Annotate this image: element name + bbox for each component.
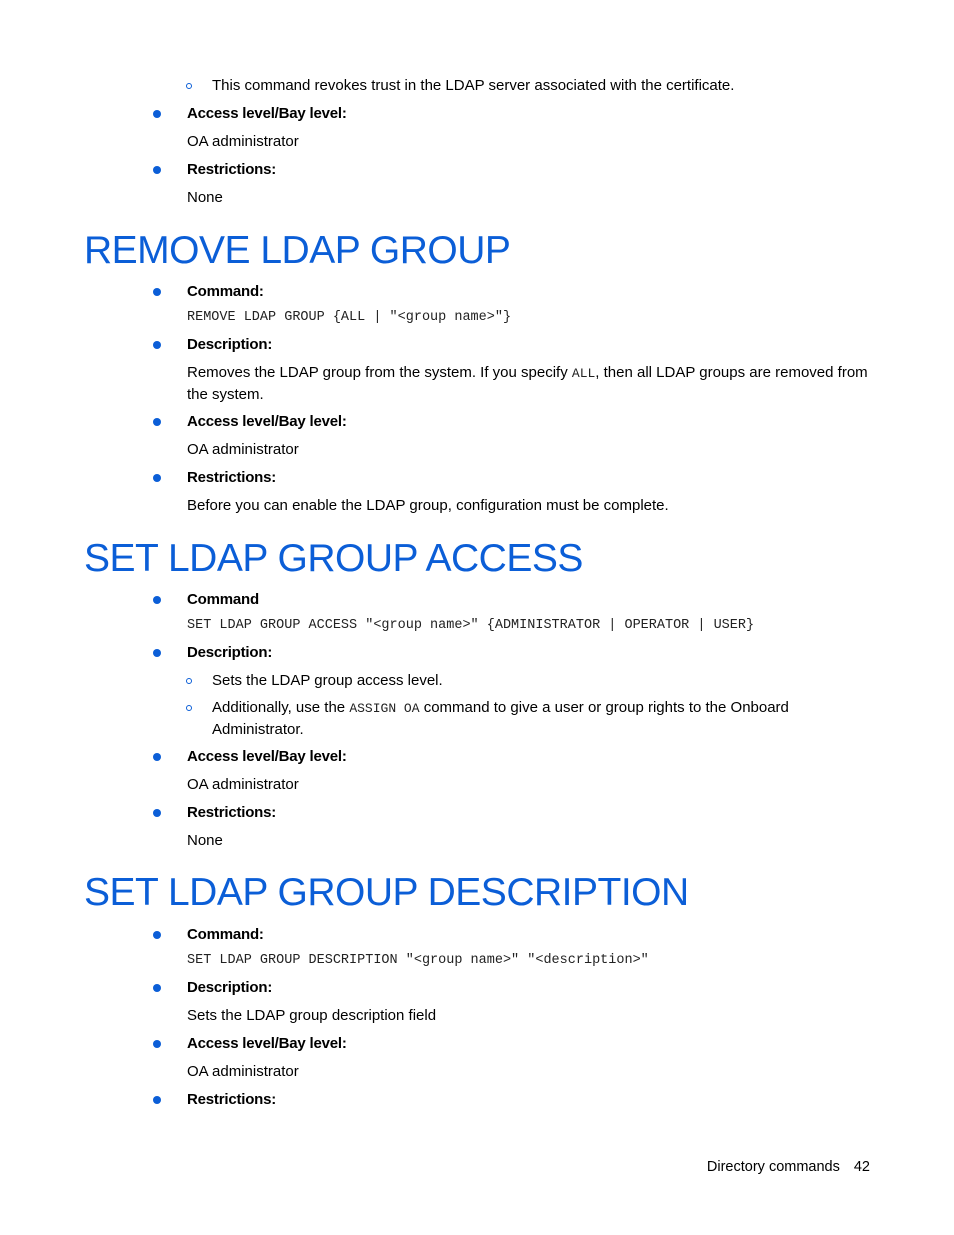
bullet-icon bbox=[153, 1040, 161, 1048]
bullet-icon bbox=[153, 474, 161, 482]
intro-access-value: OA administrator bbox=[187, 133, 299, 150]
remove-command-label: Command: bbox=[187, 283, 264, 300]
bullet-icon bbox=[153, 649, 161, 657]
access-restrictions-value: None bbox=[187, 832, 223, 849]
access-sub-item-2-before: Additionally, use the bbox=[212, 699, 350, 716]
sub-bullet-icon bbox=[186, 678, 192, 684]
bullet-icon bbox=[153, 288, 161, 296]
desc-description-label: Description: bbox=[187, 979, 273, 996]
access-command-code: SET LDAP GROUP ACCESS "<group name>" {ADMINISTRATOR | OPERATOR | USER} bbox=[187, 618, 755, 633]
footer-page-number: 42 bbox=[853, 1159, 870, 1175]
desc-command-code: SET LDAP GROUP DESCRIPTION "<group name>" "<description>" bbox=[187, 953, 649, 968]
remove-access-label: Access level/Bay level: bbox=[187, 413, 347, 430]
sub-bullet-icon bbox=[186, 83, 192, 89]
intro-restrictions-label: Restrictions: bbox=[187, 161, 277, 178]
sub-bullet-icon bbox=[186, 705, 192, 711]
remove-description-label: Description: bbox=[187, 336, 273, 353]
intro-sub-item: This command revokes trust in the LDAP server associated with the certificate. bbox=[212, 77, 735, 94]
remove-restrictions-label: Restrictions: bbox=[187, 469, 277, 486]
bullet-icon bbox=[153, 596, 161, 604]
remove-access-value: OA administrator bbox=[187, 441, 299, 458]
remove-restrictions-value: Before you can enable the LDAP group, configuration must be complete. bbox=[187, 497, 669, 514]
access-restrictions-label: Restrictions: bbox=[187, 804, 277, 821]
intro-access-label: Access level/Bay level: bbox=[187, 105, 347, 122]
desc-description-value: Sets the LDAP group description field bbox=[187, 1007, 437, 1024]
access-sub-item-2-code: ASSIGN OA bbox=[349, 701, 420, 716]
remove-description-code: ALL bbox=[571, 366, 596, 381]
remove-description-text bbox=[187, 362, 877, 405]
access-access-label: Access level/Bay level: bbox=[187, 748, 347, 765]
bullet-icon bbox=[153, 341, 161, 349]
remove-description-before: Removes the LDAP group from the system. If you specify bbox=[187, 364, 572, 381]
bullet-icon bbox=[153, 984, 161, 992]
desc-access-label: Access level/Bay level: bbox=[187, 1035, 347, 1052]
remove-description-after: , then all LDAP groups are removed from the system. bbox=[187, 364, 868, 403]
bullet-icon bbox=[153, 931, 161, 939]
footer-section-title: Directory commands bbox=[706, 1159, 840, 1175]
access-sub-item-2-after: command to give a user or group rights to the Onboard Administrator. bbox=[212, 699, 789, 738]
bullet-icon bbox=[153, 809, 161, 817]
intro-restrictions-value: None bbox=[187, 189, 223, 206]
bullet-icon bbox=[153, 1096, 161, 1104]
remove-command-code: REMOVE LDAP GROUP {ALL | "<group name>"} bbox=[187, 310, 512, 325]
access-sub-item-2 bbox=[212, 697, 872, 740]
access-access-value: OA administrator bbox=[187, 776, 299, 793]
bullet-icon bbox=[153, 166, 161, 174]
access-description-label: Description: bbox=[187, 644, 273, 661]
bullet-icon bbox=[153, 418, 161, 426]
desc-access-value: OA administrator bbox=[187, 1063, 299, 1080]
section-heading-set-ldap-group-access: SET LDAP GROUP ACCESS bbox=[84, 537, 583, 580]
desc-restrictions-label: Restrictions: bbox=[187, 1091, 277, 1108]
access-sub-item-1: Sets the LDAP group access level. bbox=[212, 672, 443, 689]
access-command-label: Command bbox=[187, 591, 259, 608]
section-heading-set-ldap-group-description: SET LDAP GROUP DESCRIPTION bbox=[84, 871, 689, 914]
page-footer bbox=[707, 1158, 870, 1176]
bullet-icon bbox=[153, 110, 161, 118]
bullet-icon bbox=[153, 753, 161, 761]
section-heading-remove-ldap-group: REMOVE LDAP GROUP bbox=[84, 229, 511, 272]
desc-command-label: Command: bbox=[187, 926, 264, 943]
